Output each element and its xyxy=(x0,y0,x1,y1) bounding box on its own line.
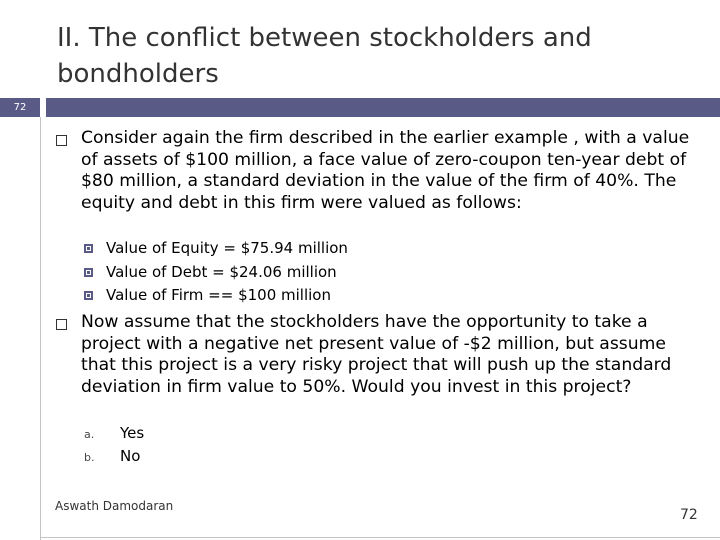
page-number-badge: 72 xyxy=(0,98,40,117)
bullet-paragraph-1: Consider again the firm described in the earlier example , with a value of assets of $100 million, a face value of zero-coupon ten-year debt of $80 million, a standard deviation in the value of the firm of 40%. The equity and debt in this firm were valued as follows: xyxy=(81,128,690,213)
square-bullet-icon xyxy=(56,135,67,146)
filled-square-bullet-icon xyxy=(84,268,93,277)
left-margin-rule xyxy=(40,117,41,540)
filled-square-bullet-icon xyxy=(84,244,93,253)
sub-item-firm: Value of Firm == $100 million xyxy=(106,286,331,304)
footer-page-number: 72 xyxy=(680,507,698,523)
slide-title: II. The conflict between stockholders and bondholders xyxy=(57,23,592,89)
bottom-margin-rule xyxy=(40,537,720,538)
square-bullet-icon xyxy=(56,319,67,330)
option-yes: Yes xyxy=(120,424,145,442)
option-marker-a: a. xyxy=(84,428,95,441)
sub-item-equity: Value of Equity = $75.94 million xyxy=(106,239,348,257)
sub-item-debt: Value of Debt = $24.06 million xyxy=(106,263,337,281)
bullet-paragraph-2: Now assume that the stockholders have the opportunity to take a project with a negative net present value of -$2 million, but assume that this project is a very risky project that will push up the standard deviation in firm value to 50%. Would you invest in this project? xyxy=(81,312,672,397)
filled-square-bullet-icon xyxy=(84,291,93,300)
option-marker-b: b. xyxy=(84,451,95,464)
title-divider-bar xyxy=(46,98,720,117)
footer-author: Aswath Damodaran xyxy=(55,499,174,513)
option-no: No xyxy=(120,447,141,465)
